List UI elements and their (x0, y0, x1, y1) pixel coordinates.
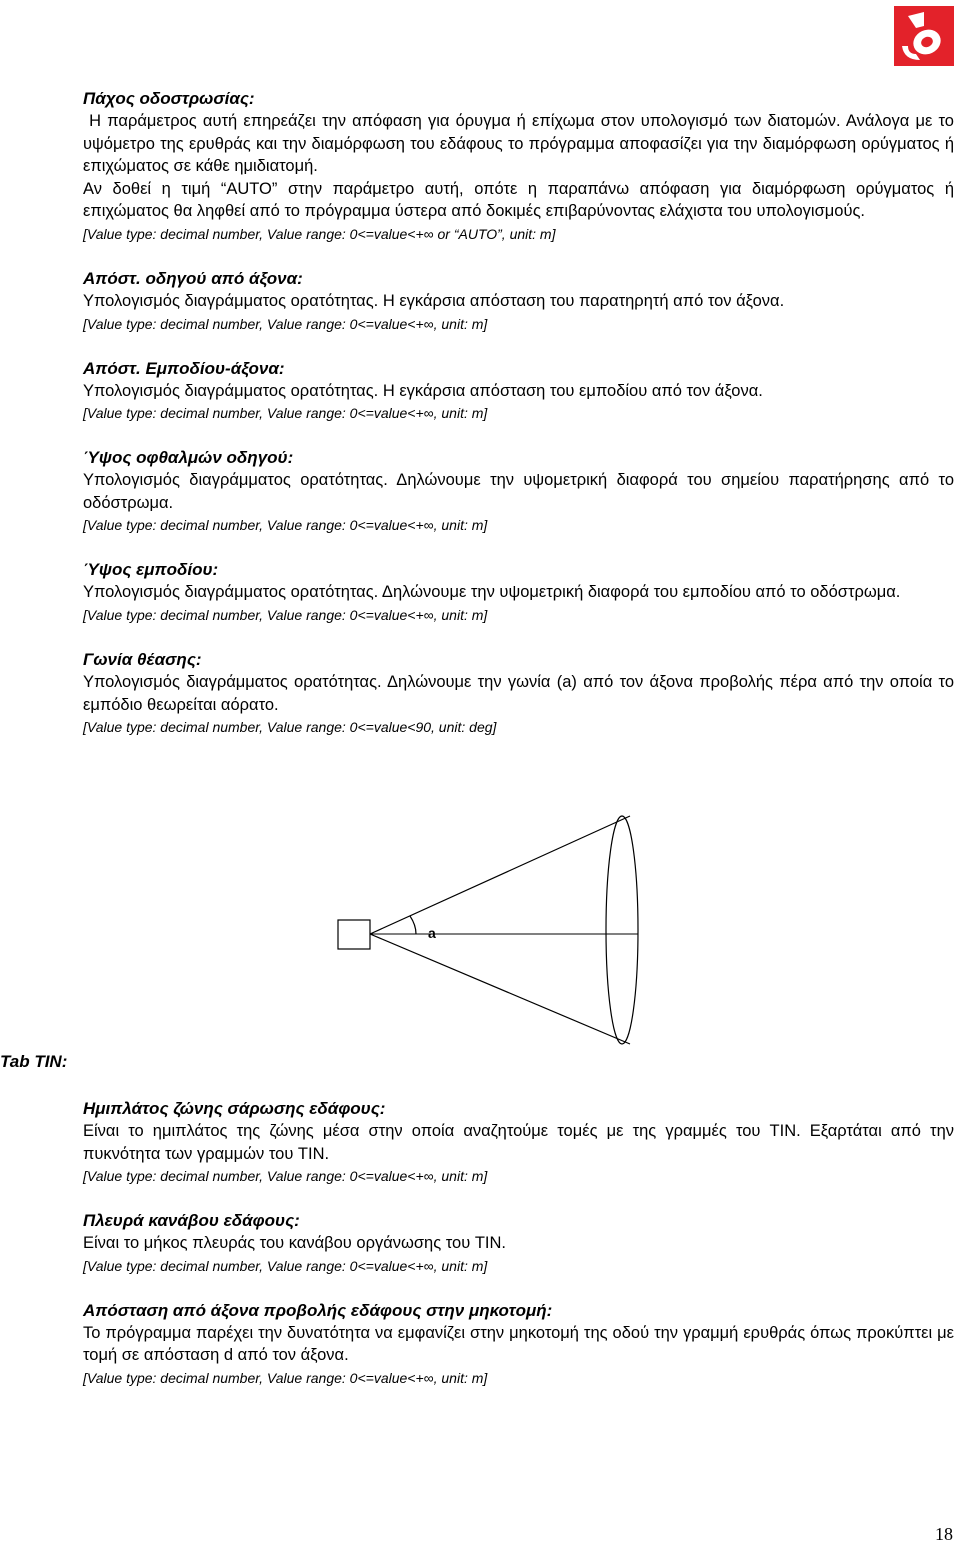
value-note: [Value type: decimal number, Value range: 0<=value<+∞, unit: m] (83, 1257, 488, 1274)
main-content (83, 88, 959, 738)
section-obstacle-offset (83, 358, 954, 425)
section-grid-side (83, 1210, 954, 1277)
value-note: [Value type: decimal number, Value range: 0<=value<+∞, unit: m] (83, 405, 488, 422)
page-number: 18 (935, 1524, 953, 1544)
value-note: [Value type: decimal number, Value range: 0<=value<+∞, unit: m] (83, 517, 488, 534)
section-heading: Γωνία θέασης: (83, 649, 202, 669)
cone-lower-line (370, 934, 630, 1044)
cone-base-ellipse (606, 816, 638, 1044)
section-heading: Πάχος οδοστρωσίας: (83, 89, 255, 108)
view-angle-figure (300, 808, 660, 1053)
value-note: [Value type: decimal number, Value range: 0<=value<+∞, unit: m] (83, 1369, 488, 1386)
section-profile-offset (83, 1300, 954, 1389)
section-paragraph: Υπολογισμός διαγράμματος ορατότητας. Δηλώνουμε την γωνία (a) από τον άξονα προβολής πέρα από την οποία το εμπόδιο θεωρείται αόρατο. (83, 672, 954, 714)
value-note: [Value type: decimal number, Value range: 0<=value<+∞, unit: m] (83, 315, 488, 332)
value-note: [Value type: decimal number, Value range: 0<=value<90, unit: deg] (83, 719, 497, 736)
section-paragraph: Υπολογισμός διαγράμματος ορατότητας. Δηλώνουμε την υψομετρική διαφορά του εμποδίου από το οδόστρωμα. (83, 583, 901, 602)
section-paragraph: Υπολογισμός διαγράμματος ορατότητας. Η εγκάρσια απόσταση του εμποδίου από τον άξονα. (83, 381, 763, 400)
section-eye-height (83, 447, 954, 536)
section-pachos (83, 88, 959, 245)
angle-label: a (428, 925, 436, 941)
section-heading: Απόσταση από άξονα προβολής εδάφους στην μηκοτομή: (83, 1300, 553, 1320)
brand-logo-icon (894, 6, 954, 66)
section-paragraph: Είναι το μήκος πλευράς του κανάβου οργάνωσης του TIN. (83, 1234, 507, 1253)
value-note: [Value type: decimal number, Value range: 0<=value<+∞ or “AUTO”, unit: m] (83, 225, 556, 242)
section-scan-halfwidth (83, 1098, 954, 1187)
value-note: [Value type: decimal number, Value range: 0<=value<+∞, unit: m] (83, 606, 488, 623)
section-heading: Πλευρά κανάβου εδάφους: (83, 1211, 300, 1231)
section-paragraph: Υπολογισμός διαγράμματος ορατότητας. Η εγκάρσια απόσταση του παρατηρητή από τον άξονα. (83, 291, 785, 310)
section-paragraph: Αν δοθεί η τιμή “AUTO” στην παράμετρο αυτή, οπότε η παραπάνω απόφαση για διαμόρφωση ορύγματος ή επιχώματος θα ληφθεί από το πρόγραμμα ύστερα από δοκιμές επιβαρύνοντας ελάχιστα του υπολογισμούς. (83, 179, 954, 221)
value-note: [Value type: decimal number, Value range: 0<=value<+∞, unit: m] (83, 1168, 488, 1185)
section-obstacle-height (83, 559, 954, 626)
section-heading: Ημιπλάτος ζώνης σάρωσης εδάφους: (83, 1099, 386, 1118)
tin-content (83, 1098, 954, 1389)
section-heading: Απόστ. οδηγού από άξονα: (83, 268, 303, 288)
tab-heading: Tab TIN: (0, 1052, 68, 1071)
section-heading: Απόστ. Εμποδίου-άξονα: (83, 358, 285, 378)
cone-upper-line (370, 816, 630, 934)
observer-box (338, 920, 370, 949)
angle-arc (410, 916, 416, 934)
section-paragraph: Υπολογισμός διαγράμματος ορατότητας. Δηλώνουμε την υψομετρική διαφορά του σημείου παρατήρησης από το οδόστρωμα. (83, 471, 954, 512)
section-heading: Ύψος εμποδίου: (83, 560, 219, 580)
section-paragraph: Είναι το ημιπλάτος της ζώνης μέσα στην οποία αναζητούμε τομές με της γραμμές του TIN. Εξαρτάται από την πυκνότητα των γραμμών του TIN. (83, 1122, 954, 1163)
section-view-angle (83, 649, 954, 738)
section-paragraph: Η παράμετρος αυτή επηρεάζει την απόφαση για όρυγμα ή επίχωμα στον υπολογισμό των διατομών. Ανάλογα με το υψόμετρο της ερυθράς και την διαμόρφωση του εδάφους το πρόγραμμα αποφασίζει για την διαμόρφωση ορύγματος ή επιχώματος σε κάθε ημιδιατομή. (83, 112, 959, 176)
section-driver-offset (83, 268, 954, 335)
section-heading: Ύψος οφθαλμών οδηγού: (83, 448, 294, 468)
section-paragraph: Το πρόγραμμα παρέχει την δυνατότητα να εμφανίζει στην μηκοτομή της οδού την γραμμή ερυθράς όπως προκύπτει με τομή σε απόσταση d από τον άξονα. (83, 1323, 954, 1365)
